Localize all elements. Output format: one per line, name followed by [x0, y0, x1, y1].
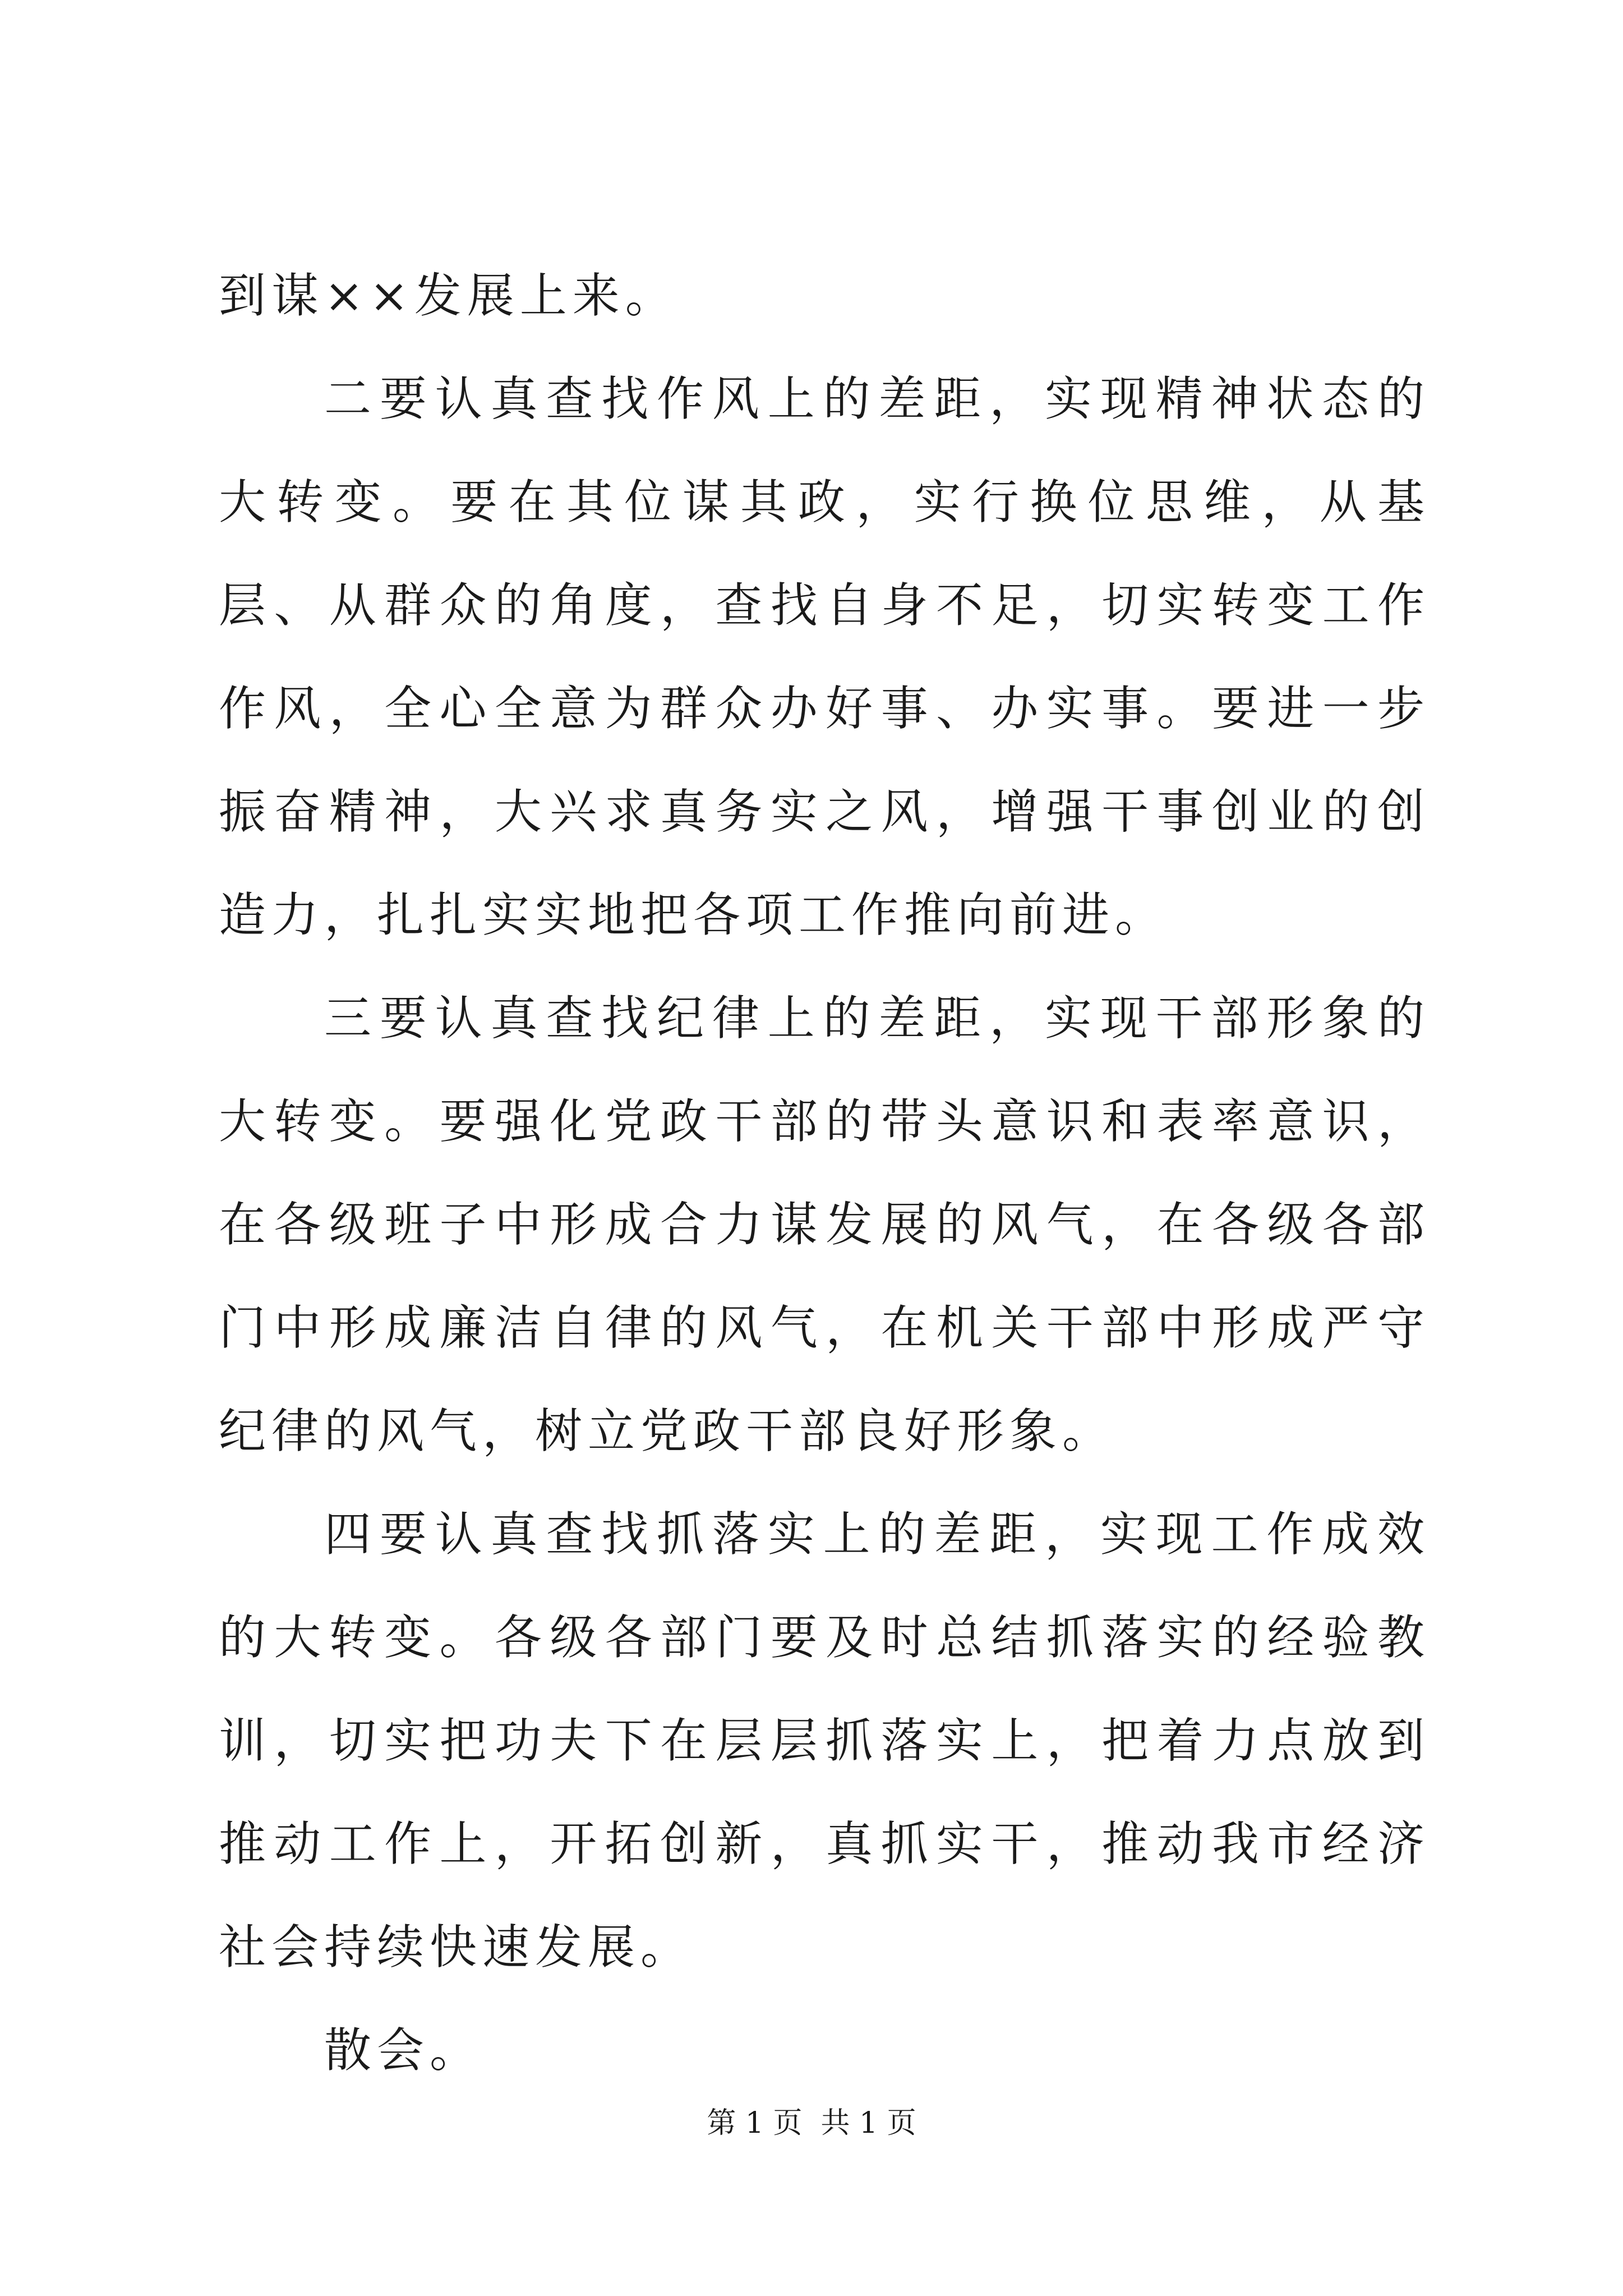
paragraph-4-implementation: 四要认真查找抓落实上的差距，实现工作成效的大转变。各级各部门要及时总结抓落实的经验教训，切实把功夫下在层层抓落实上，把着力点放到推动工作上，开拓创新，真抓实干，推动我市经济社会持续快速发展。 [219, 1507, 1430, 1975]
paragraph-3-discipline: 三要认真查找纪律上的差距，实现干部形象的大转变。要强化党政干部的带头意识和表率意识，在各级班子中形成合力谋发展的风气，在各级各部门中形成廉洁自律的风气，在机关干部中形成严守纪律的风气，树立党政干部良好形象。 [219, 991, 1430, 1458]
page-footer: 第 1 页 共 1 页 [707, 2106, 916, 2140]
document-body [219, 244, 1430, 2102]
paragraph-continuation: 到谋××发展上来。 [219, 268, 678, 323]
paragraph-2-style: 二要认真查找作风上的差距，实现精神状态的大转变。要在其位谋其政，实行换位思维，从基层、从群众的角度，查找自身不足，切实转变工作作风，全心全意为群众办好事、办实事。要进一步振奋精神，大兴求真务实之风，增强干事创业的创造力，扎扎实实地把各项工作推向前进。 [219, 371, 1430, 942]
paragraph-closing: 散会。 [324, 2023, 483, 2078]
